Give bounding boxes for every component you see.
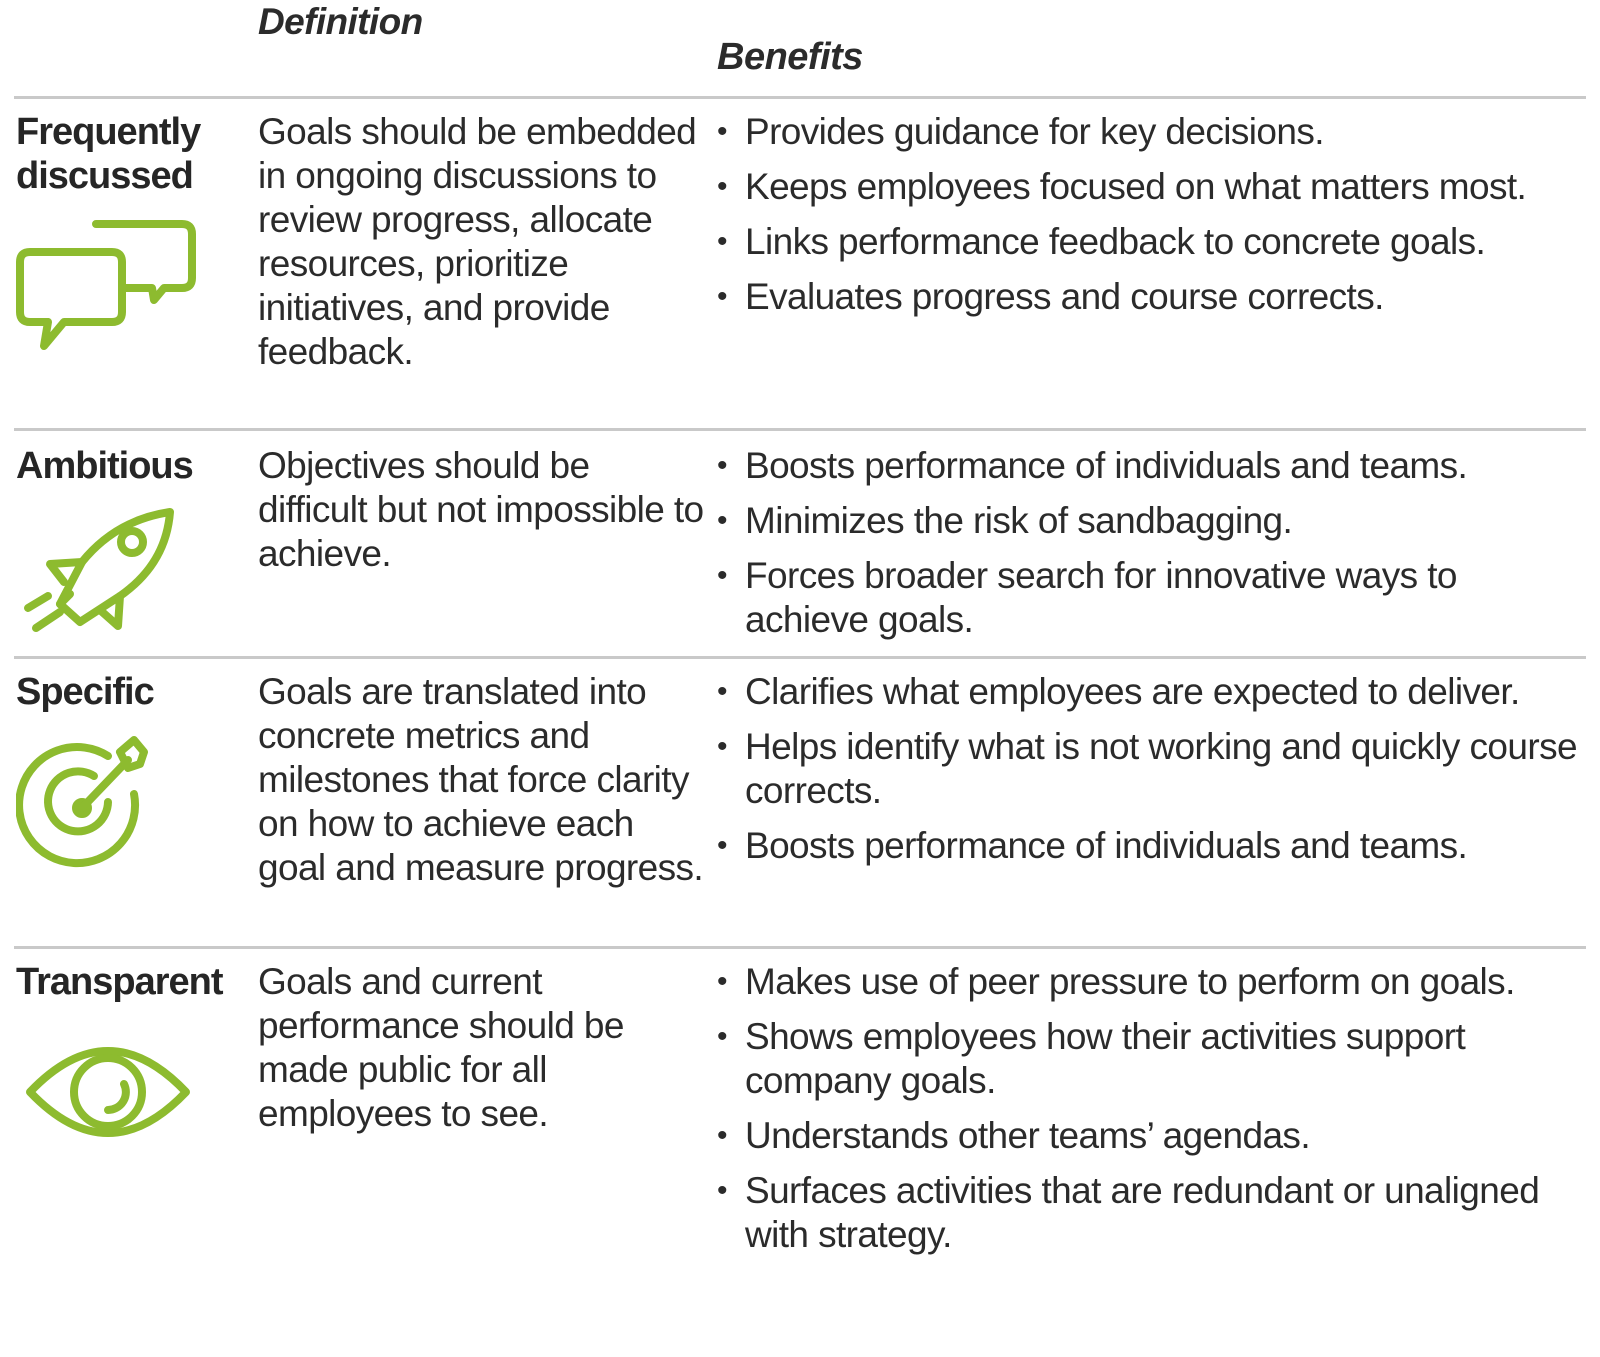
definition-text: Goals are translated into concrete metrics and milestones that force clarity on how to achieve each goal and measure progress.: [258, 671, 704, 888]
list-item: • Shows employees how their activities support company goals.: [717, 1016, 1466, 1101]
term-line: Specific: [16, 671, 154, 713]
list-item: • Surfaces activities that are redundant or unaligned with strategy.: [717, 1170, 1540, 1255]
header-benefits: Benefits: [717, 36, 863, 78]
list-item: • Helps identify what is not working and quickly course corrects.: [717, 726, 1577, 811]
eye-icon: [24, 1032, 194, 1152]
definition-text: Goals should be embedded in ongoing discussions to review progress, allocate resources, prioritize initiatives, and provide feedback.: [258, 111, 697, 372]
term-ambitious: [16, 444, 246, 488]
benefits-list: [717, 670, 1577, 879]
list-item: • Provides guidance for key decisions.: [717, 111, 1324, 152]
term-line: Ambitious: [16, 445, 193, 487]
list-item: • Boosts performance of individuals and teams.: [717, 825, 1468, 866]
target-icon: [16, 736, 166, 876]
list-item: • Keeps employees focused on what matters most.: [717, 166, 1527, 207]
list-item: • Evaluates progress and course corrects.: [717, 276, 1384, 317]
benefits-list: [717, 110, 1577, 330]
row-divider: [14, 96, 1586, 99]
row-divider: [14, 656, 1586, 659]
list-item: • Links performance feedback to concrete goals.: [717, 221, 1486, 262]
list-item: • Makes use of peer pressure to perform on goals.: [717, 961, 1515, 1002]
row-divider: [14, 946, 1586, 949]
benefits-list: [717, 960, 1577, 1268]
speech-bubbles-icon: [14, 216, 204, 356]
rocket-icon: [20, 504, 190, 634]
header-definition: Definition: [258, 1, 423, 42]
term-line: Transparent: [16, 961, 223, 1003]
list-item: • Clarifies what employees are expected to deliver.: [717, 671, 1520, 712]
definition-text: Goals and current performance should be made public for all employees to see.: [258, 961, 624, 1134]
definition-text: Objectives should be difficult but not impossible to achieve.: [258, 445, 704, 574]
list-item: • Minimizes the risk of sandbagging.: [717, 500, 1293, 541]
goals-table: [14, 0, 1586, 1357]
term-line: Frequently: [16, 111, 201, 153]
list-item: • Boosts performance of individuals and teams.: [717, 445, 1468, 486]
term-transparent: [16, 960, 246, 1004]
term-frequently-discussed: [16, 110, 246, 198]
term-specific: [16, 670, 246, 714]
list-item: • Forces broader search for innovative ways to achieve goals.: [717, 555, 1457, 640]
row-divider: [14, 428, 1586, 431]
list-item: • Understands other teams’ agendas.: [717, 1115, 1311, 1156]
term-line: discussed: [16, 155, 193, 197]
benefits-list: [717, 444, 1577, 653]
